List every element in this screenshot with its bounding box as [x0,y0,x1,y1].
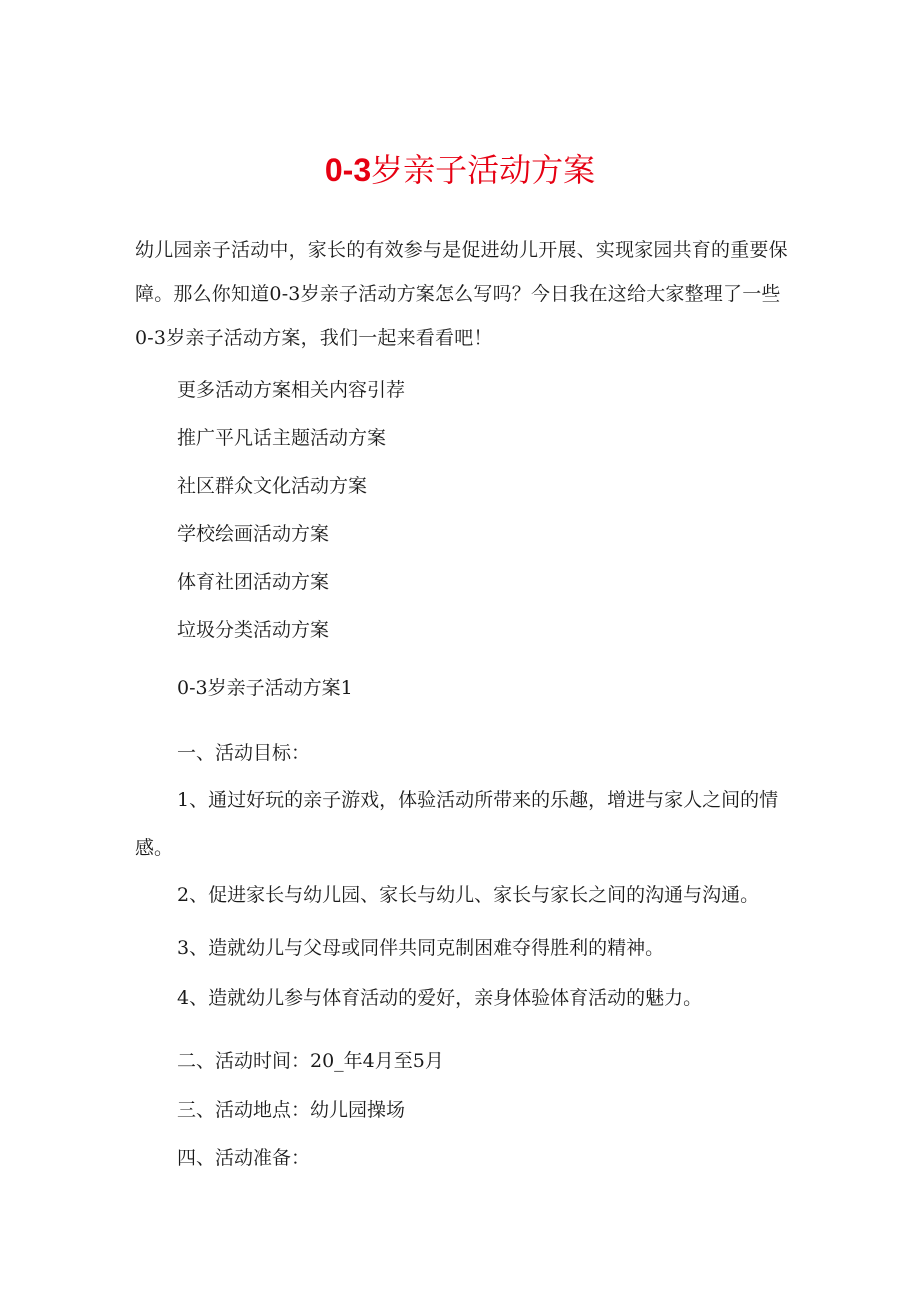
related-link-3[interactable]: 学校绘画活动方案 [177,523,330,545]
activity-prep: 四、活动准备： [177,1147,311,1169]
activity-place: 三、活动地点：幼儿园操场 [177,1099,406,1121]
related-link-1[interactable]: 推广平凡话主题活动方案 [177,427,387,449]
activity-time: 二、活动时间：20_年4月至5月 [177,1050,444,1072]
goal-item-2: 2、促进家长与幼儿园、家长与幼儿、家长与家长之间的沟通与沟通。 [177,884,760,906]
page-title [0,148,920,192]
section-title: 0-3岁亲子活动方案1 [177,677,353,699]
intro-paragraph: 幼儿园亲子活动中，家长的有效参与是促进幼儿开展、实现家园共育的重要保障。那么你知道0-3岁亲子活动方案怎么写吗？今日我在这给大家整理了一些0-3岁亲子活动方案，我们一起来看看吧！ [135,239,788,349]
title-text: 岁亲子活动方案 [371,151,596,189]
goal-item-1: 1、通过好玩的亲子游戏，体验活动所带来的乐趣，增进与家人之间的情感。 [135,789,779,859]
related-link-4[interactable]: 体育社团活动方案 [177,571,330,593]
related-link-2[interactable]: 社区群众文化活动方案 [177,475,368,497]
related-heading: 更多活动方案相关内容引荐 [177,379,406,401]
goal-item-4: 4、造就幼儿参与体育活动的爱好，亲身体验体育活动的魅力。 [177,987,703,1009]
goal-item-3: 3、造就幼儿与父母或同伴共同克制困难夺得胜利的精神。 [177,937,665,959]
goal-heading: 一、活动目标： [177,742,311,764]
related-link-5[interactable]: 垃圾分类活动方案 [177,619,330,641]
title-number: 0-3 [324,152,372,188]
